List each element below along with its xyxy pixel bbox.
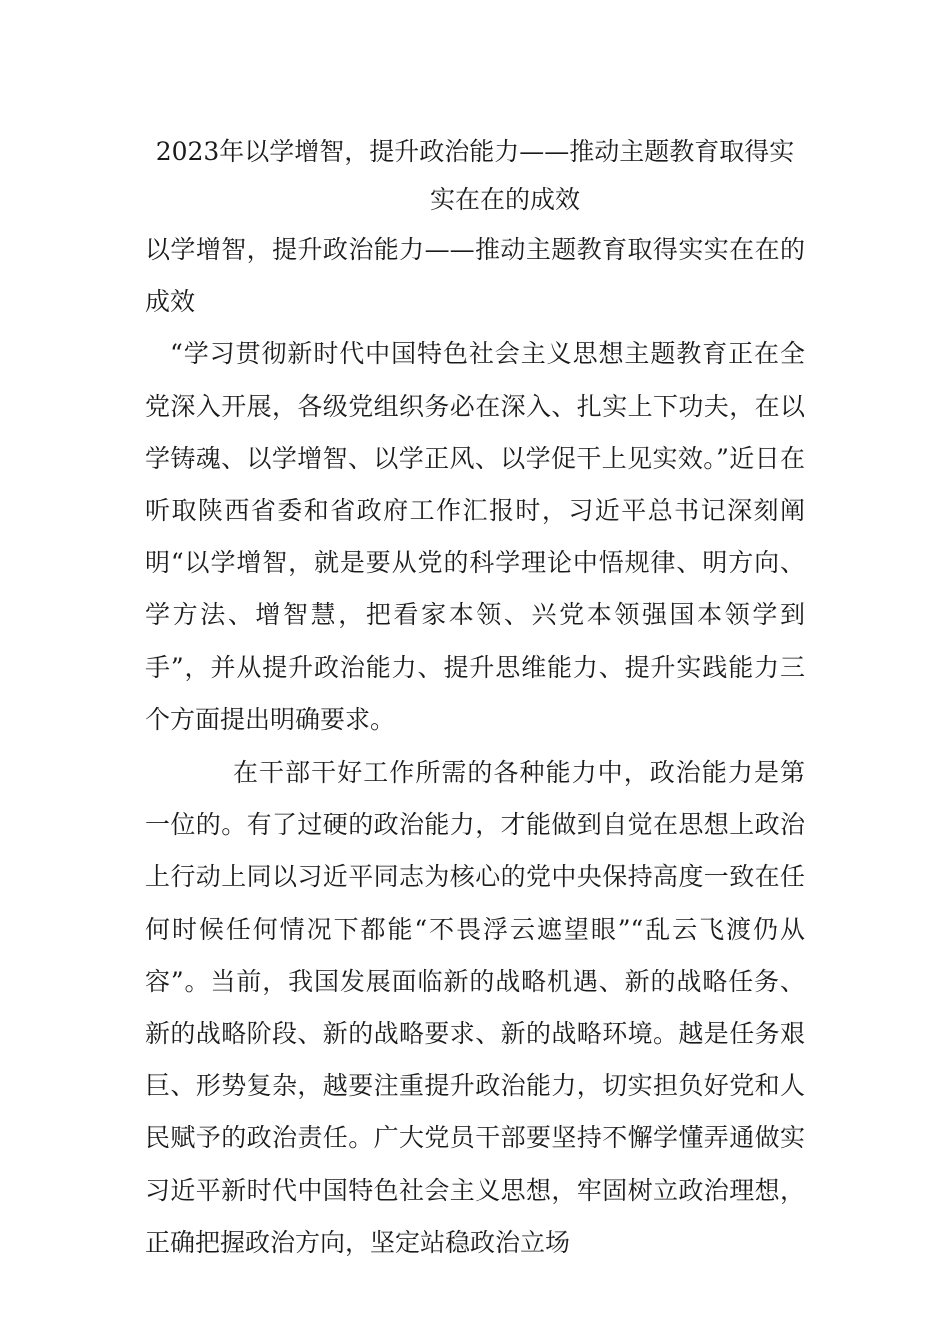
document-subtitle: 以学增智，提升政治能力——推动主题教育取得实实在在的成效 [145,235,805,317]
paragraph-1: “学习贯彻新时代中国特色社会主义思想主题教育正在全党深入开展，各级党组织务必在深入、扎实上下功夫，在以学铸魂、以学增智、以学正风、以学促干上见实效。”近日在听取陕西省委和省政府工作汇报时，习近平总书记深刻阐明“以学增智，就是要从党的科学理论中悟规律、明方向、学方法、增智慧，把看家本领、兴党本领强国本领学到手”，并从提升政治能力、提升思维能力、提升实践能力三个方面提出明确要求。 [145,339,805,734]
title-line-1: 2023年以学增智，提升政治能力——推动主题教育取得实 [155,137,795,166]
document-title [139,128,811,224]
paragraph-2: 在干部干好工作所需的各种能力中，政治能力是第一位的。有了过硬的政治能力，才能做到自觉在思想上政治上行动上同以习近平同志为核心的党中央保持高度一致在任何时候任何情况下都能“不畏浮云遮望眼”“乱云飞渡仍从容”。当前，我国发展面临新的战略机遇、新的战略任务、新的战略阶段、新的战略要求、新的战略环境。越是任务艰巨、形势复杂，越要注重提升政治能力，切实担负好党和人民赋予的政治责任。广大党员干部要坚持不懈学懂弄通做实习近平新时代中国特色社会主义思想，牢固树立政治理想，正确把握政治方向，坚定站稳政治立场 [145,758,805,1257]
document-body [145,224,805,1269]
title-line-2: 实在在的成效 [429,185,580,214]
